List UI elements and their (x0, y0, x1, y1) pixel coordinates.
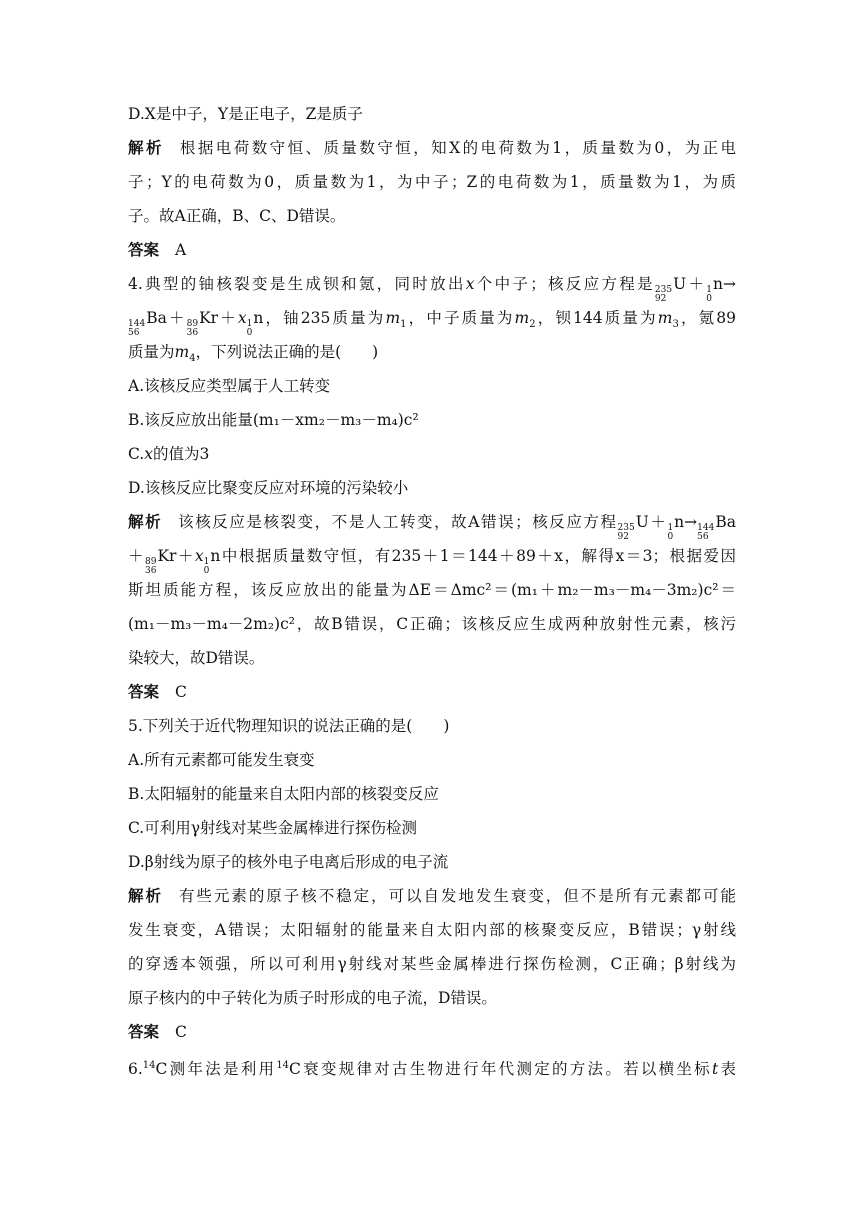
answer-value: C (175, 1023, 187, 1041)
q4-option-d: D.该核反应比聚变反应对环境的污染较小 (128, 479, 409, 497)
q4-analysis-line-1: 解析 该核反应是核裂变，不是人工转变，故A错误；核反应方程 235 92 U＋ 1 0 n→ 144 56 Ba (128, 512, 736, 542)
q5-stem: 5.下列关于近代物理知识的说法正确的是( ) (128, 717, 450, 735)
q4-option-b: B.该反应放出能量(m₁－xm₂－m₃－m₄)c² (128, 411, 419, 429)
q4-stem-line-1: 4.典型的铀核裂变是生成钡和氪，同时放出x个中子；核反应方程是 235 92 U＋ 1 0 n→ (128, 275, 736, 304)
answer-value: C (175, 683, 187, 701)
u-nuclide: 235 92 (654, 285, 673, 304)
q6-stem-line-1: 6.14C测年法是利用$^{14}$C衰变规律对古生物进行年代测定的方法。若以横坐标t表 (128, 1060, 736, 1079)
q4-option-c: C.x的值为3 (128, 445, 210, 463)
q3-option-d: D.X是中子，Y是正电子，Z是质子 (128, 105, 363, 123)
answer-label: 答案 (128, 240, 160, 259)
answer-value: A (175, 241, 187, 259)
q4-analysis-line-5: 染较大，故D错误。 (128, 649, 265, 667)
analysis-label: 解析 (128, 886, 163, 905)
q3-analysis-line-3: 子。故A正确，B、C、D错误。 (128, 207, 346, 225)
answer-label: 答案 (128, 682, 160, 701)
answer-label: 答案 (128, 1022, 160, 1041)
n-nuclide: 1 0 (706, 285, 712, 304)
q4-analysis-line-3: 斯坦质能方程，该反应放出的能量为ΔE＝Δmc²＝(m₁＋m₂－m₃－m₄－3m₂)c²＝ (128, 581, 736, 599)
q5-option-c: C.可利用γ射线对某些金属棒进行探伤检测 (128, 819, 417, 837)
q4-analysis-line-4: (m₁－m₃－m₄－2m₂)c²，故B错误，C正确；该核反应生成两种放射性元素，核污 (128, 615, 736, 633)
analysis-label: 解析 (128, 138, 164, 157)
q5-option-a: A.所有元素都可能发生衰变 (128, 751, 315, 769)
q5-answer (128, 1022, 736, 1056)
q5-analysis-line-2: 发生衰变，A错误；太阳辐射的能量来自太阳内部的核聚变反应，B错误；γ射线 (128, 921, 736, 939)
q5-option-b: B.太阳辐射的能量来自太阳内部的核裂变反应 (128, 785, 439, 803)
q4-analysis-line-2: ＋ 89 36 Kr＋x 1 0 n中根据质量数守恒，有235＋1＝144＋89＋x，解得x＝3；根据爱因 (128, 547, 736, 576)
q3-answer (128, 240, 736, 274)
q4-stem-line-3: 质量为$m_4$，下列说法正确的是( ) (128, 343, 379, 365)
kr-nuclide: 89 36 (186, 319, 199, 338)
q5-option-d: D.β射线为原子的核外电子电离后形成的电子流 (128, 853, 449, 871)
q4-option-a: A.该核反应类型属于人工转变 (128, 377, 331, 395)
q5-analysis-line-3: 的穿透本领强，所以可利用γ射线对某些金属棒进行探伤检测，C正确；β射线为 (128, 955, 736, 973)
analysis-label: 解析 (128, 512, 163, 531)
q5-analysis-line-4: 原子核内的中子转化为质子时形成的电子流，D错误。 (128, 989, 497, 1007)
q4-stem-line-2: 144 56 Ba＋ 89 36 Kr＋x 1 0 n，铀235质量为$m_1$，中子质量为$m_2$，钡144质量为$m_3$，氪89 (128, 309, 736, 338)
document-page (128, 104, 736, 1090)
q3-analysis-line-1: 解析 根据电荷数守恒、质量数守恒，知X的电荷数为1，质量数为0，为正电 (128, 138, 736, 157)
ba-nuclide: 144 56 (128, 319, 146, 338)
q5-analysis-line-1: 解析 有些元素的原子核不稳定，可以自发地发生衰变，但不是所有元素都可能 (128, 886, 736, 905)
q4-answer (128, 682, 736, 716)
q3-analysis-line-2: 子；Y的电荷数为0，质量数为1，为中子；Z的电荷数为1，质量数为1，为质 (128, 173, 736, 191)
